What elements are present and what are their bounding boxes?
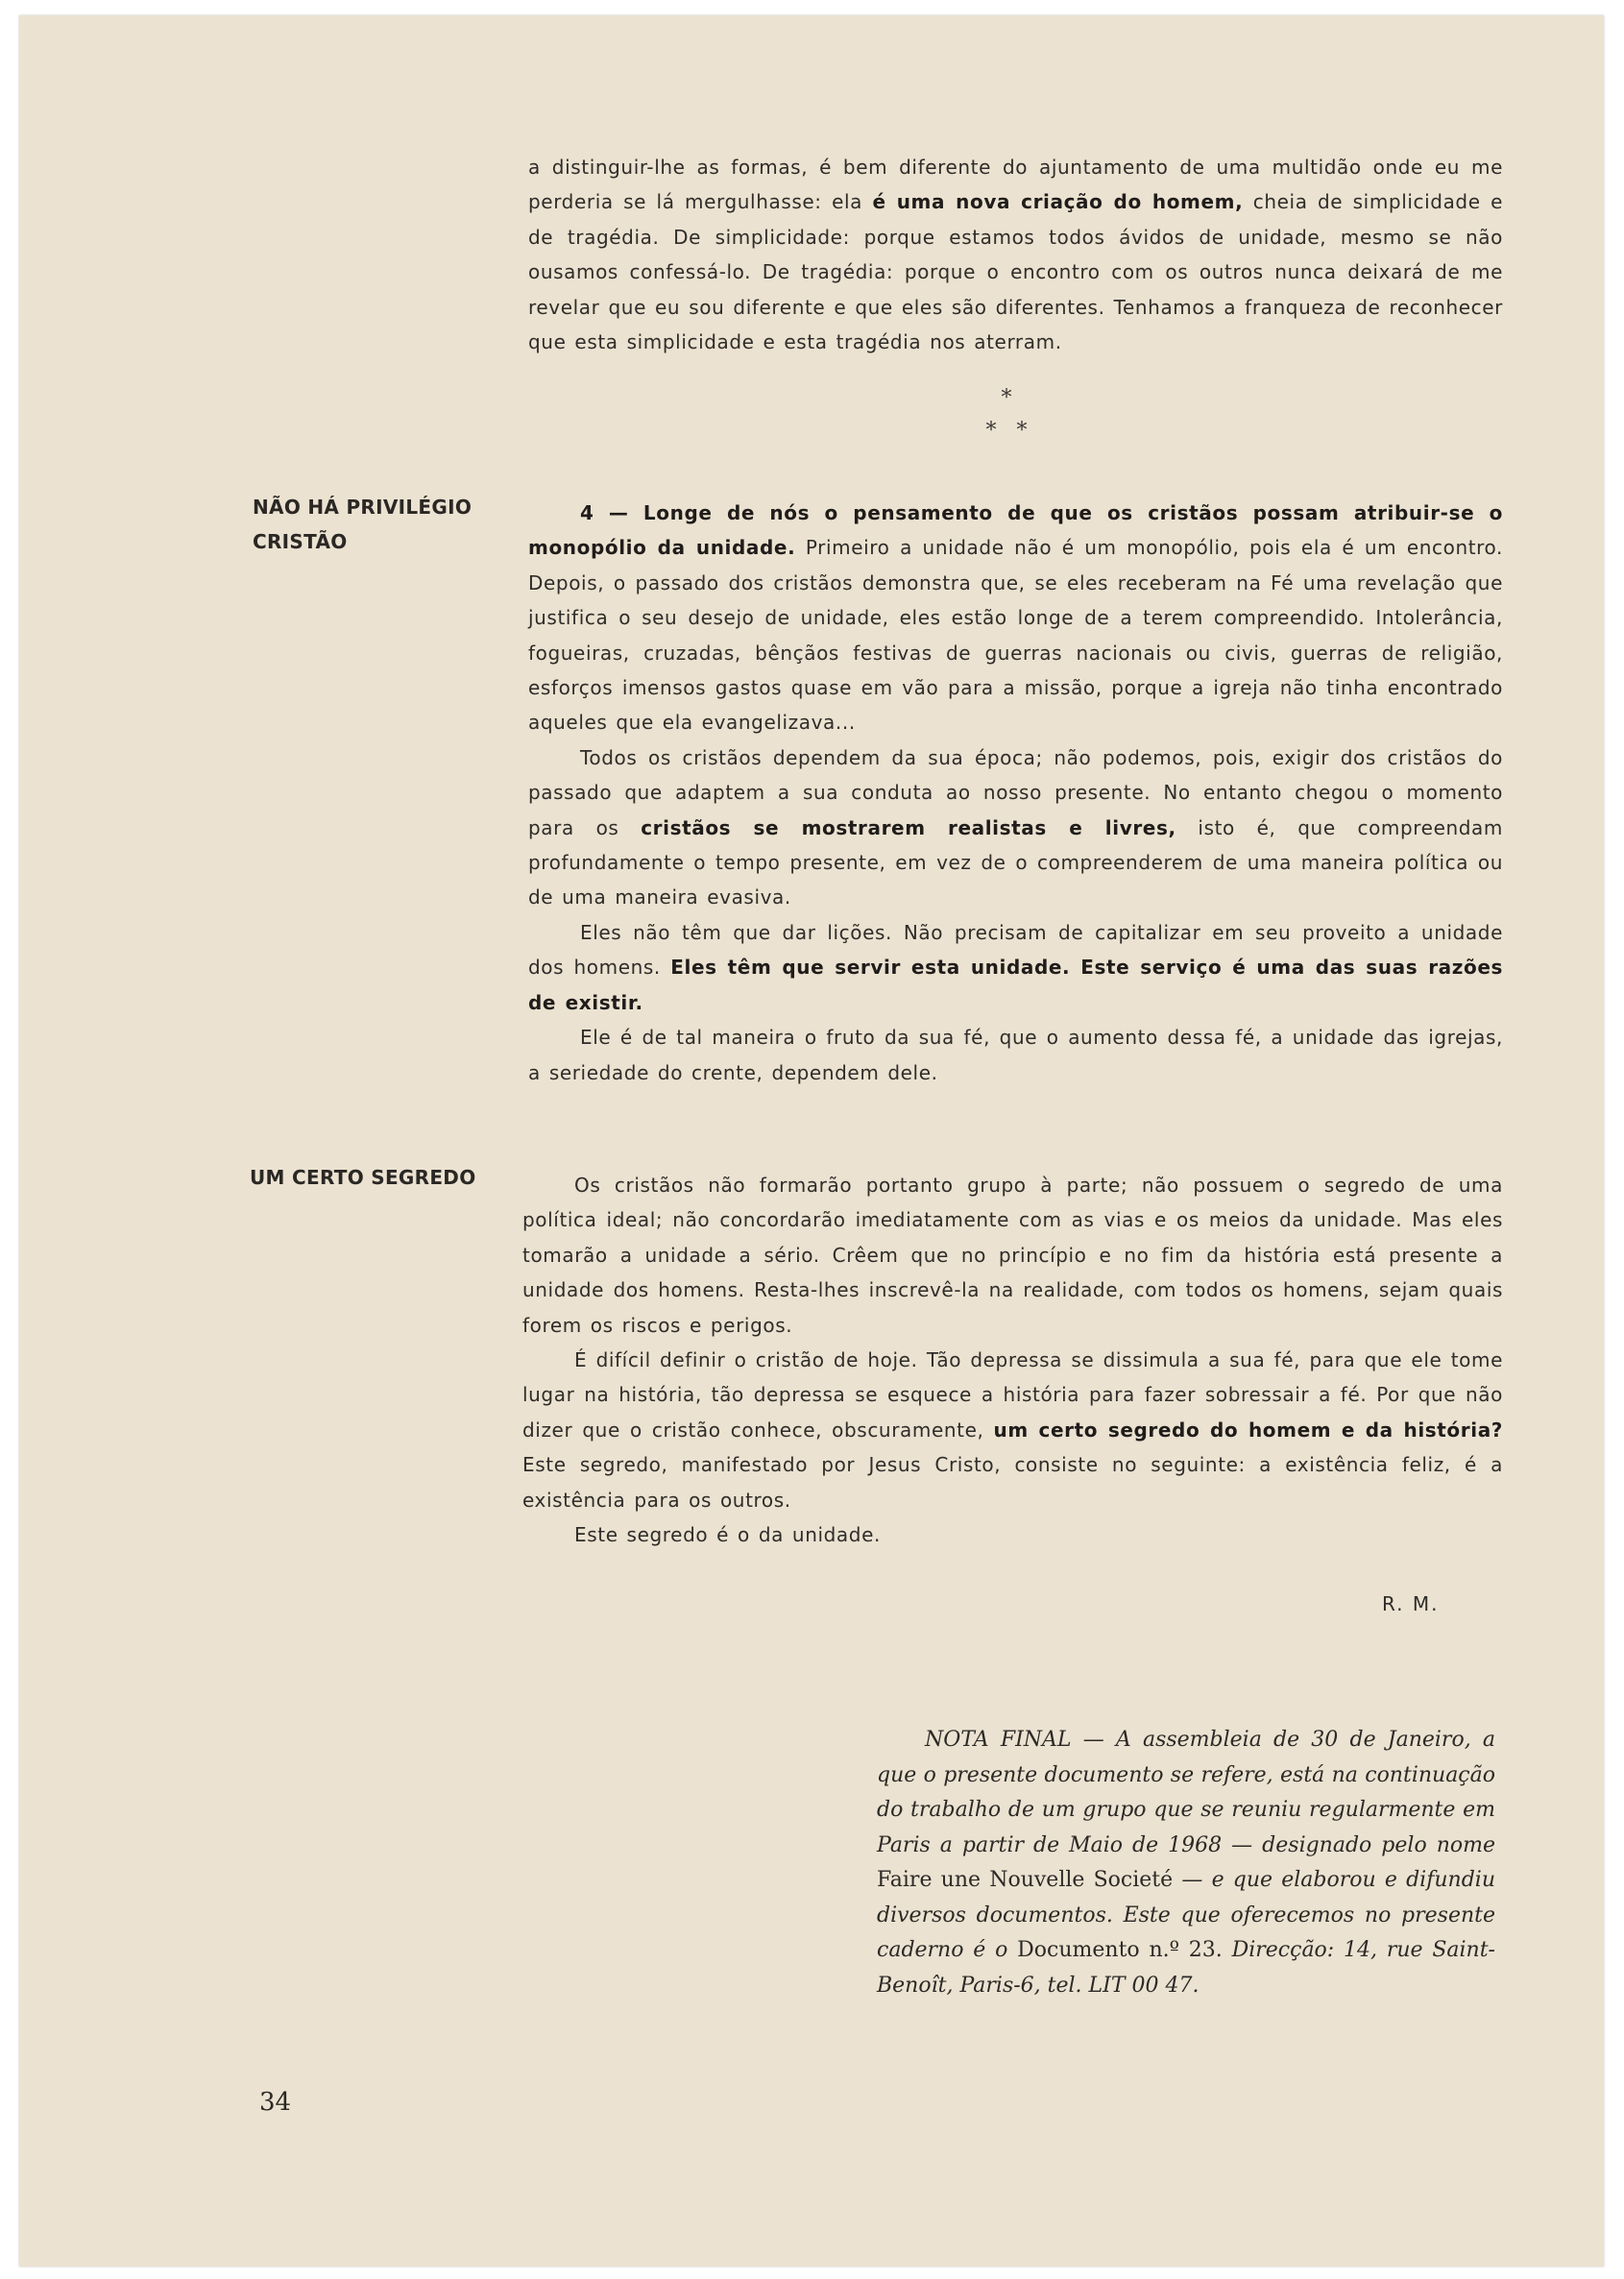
section2-paragraph-2 <box>522 1343 1503 1517</box>
section-heading-um-certo-segredo: UM CERTO SEGREDO <box>250 1166 476 1189</box>
note-document-number: Documento n.º 23. <box>1017 1938 1223 1962</box>
section2-paragraph-1: Os cristãos não formarão portanto grupo à parte; não possuem o segredo de uma política ideal; não concordarão imediatamente com as vias e os meios da unidade. Mas eles tomarão a unidade a sério. Crêem que no princípio e no fim da história está presente a unidade dos homens. Resta-lhes inscrevê-la na realidade, com todos os homens, sejam quais forem os riscos e perigos. <box>522 1174 1503 1337</box>
section1-p1-bold: 4 — Longe de nós o pensamento de que os cristãos possam atribuir-se o monopólio da unidade. <box>528 501 1503 560</box>
note-text-c: — e que elaborou e difundiu diversos documentos. Este que oferecemos no presente caderno é o <box>877 1868 1495 1962</box>
separator-bottom-stars: * * <box>985 419 1028 443</box>
author-signature: R. M. <box>1382 1592 1440 1615</box>
separator-top-star: * <box>1001 386 1012 410</box>
intro-paragraph <box>528 150 1503 359</box>
page-number: 34 <box>259 2088 292 2117</box>
section-heading-nao-ha-privilegio <box>253 490 472 559</box>
section1-paragraph-3 <box>528 915 1503 1020</box>
intro-text-bold: é uma nova criação do homem, <box>872 190 1244 214</box>
intro-text-post: cheia de simplicidade e de tragédia. De simplicidade: porque estamos todos ávidos de unidade, mesmo se não ousamos confessá-lo. De tragédia: porque o encontro com os outros nunca deixará de me revelar que eu sou diferente e que eles são diferentes. Tenhamos a franqueza de reconhecer que esta simplicidade e esta tragédia nos aterram. <box>528 190 1504 354</box>
section2-paragraph-3: Este segredo é o da unidade. <box>574 1523 881 1547</box>
section1-body <box>528 496 1503 1090</box>
section1-paragraph-1 <box>528 496 1503 740</box>
section1-p1-text: Primeiro a unidade não é um monopólio, pois ela é um encontro. Depois, o passado dos cristãos demonstra que, se eles receberam na Fé uma revelação que justifica o seu desejo de unidade, eles estão longe de a terem compreendido. Intolerância, fogueiras, cruzadas, bênçãos festivas de guerras nacionais ou civis, guerras de religião, esforços imensos gastos quase em vão para a missão, porque a igreja não tinha encontrado aqueles que ela evangelizava... <box>528 536 1503 735</box>
note-text-a: NOTA FINAL — A assembleia de 30 de Janeiro, a que o presente documento se refere, está na continuação do trabalho de um grupo que se reuniu regularmente em Paris a partir de Maio de 1968 — designado pelo nome <box>877 1728 1495 1857</box>
note-group-name: Faire une Nouvelle Societé <box>877 1868 1174 1892</box>
note-text-e: Direcção: 14, rue Saint-Benoît, Paris-6, tel. LIT 00 47. <box>877 1938 1495 1998</box>
section1-paragraph-2 <box>528 740 1503 915</box>
section1-paragraph-4: Ele é de tal maneira o fruto da sua fé, que o aumento dessa fé, a unidade das igrejas, a seriedade do crente, dependem dele. <box>528 1026 1503 1084</box>
section2-body <box>522 1168 1503 1552</box>
section2-p2-bold: um certo segredo do homem e da história? <box>993 1418 1503 1442</box>
section1-p2-pre: Todos os cristãos dependem da sua época; não podemos, pois, exigir dos cristãos do passado que adaptem a sua conduta ao nosso presente. No entanto chegou o momento para os <box>528 745 1503 839</box>
section-heading-line-1: NÃO HÁ PRIVILÉGIO <box>253 496 473 519</box>
section1-p2-post: isto é, que compreendam profundamente o tempo presente, em vez de o compreenderem de uma maneira política ou de uma maneira evasiva. <box>528 815 1503 909</box>
intro-text-pre: a distinguir-lhe as formas, é bem diferente do ajuntamento de uma multidão onde eu me perderia se lá mergulhasse: ela <box>528 156 1503 214</box>
section1-p3-bold: Eles têm que servir esta unidade. Este serviço é uma das suas razões de existir. <box>528 956 1503 1014</box>
section2-p2-pre: É difícil definir o cristão de hoje. Tão depressa se dissimula a sua fé, para que ele tome lugar na história, tão depressa se esquece a história para fazer sobressair a fé. Por que não dizer que o cristão conhece, obscuramente, <box>522 1348 1503 1442</box>
section-heading-line-2: CRISTÃO <box>253 530 348 553</box>
section2-p2-post: Este segredo, manifestado por Jesus Cristo, consiste no seguinte: a existência feliz, é a existência para os outros. <box>522 1453 1503 1512</box>
section1-p3-pre: Eles não têm que dar lições. Não precisam de capitalizar em seu proveito a unidade dos homens. <box>528 920 1503 980</box>
section1-p2-bold: cristãos se mostrarem realistas e livres, <box>641 815 1176 839</box>
page-sheet <box>19 15 1604 2267</box>
final-note <box>877 1723 1495 2003</box>
